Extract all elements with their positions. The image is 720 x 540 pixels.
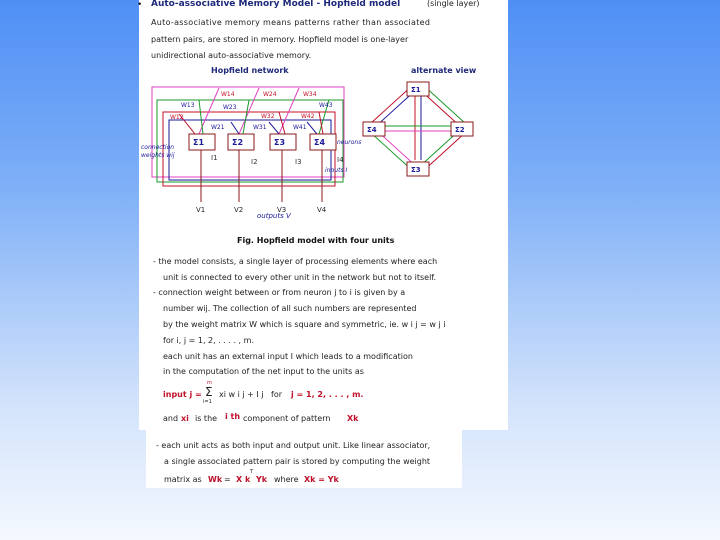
bullet-1-line-1: - the model consists, a single layer of processing elements where each — [153, 257, 438, 266]
weight-label-w41: W41 — [293, 124, 307, 131]
weight-label-w23: W23 — [223, 104, 237, 111]
formula-range: j = 1, 2, . . . , m. — [291, 390, 364, 399]
hopfield-network-diagram — [139, 78, 369, 218]
bullet-2-line-3: by the weight matrix W which is square and symmetric, ie. w i j = w j i — [163, 320, 446, 329]
bullet-marker: • — [137, 0, 143, 10]
alternate-view-diagram — [361, 78, 501, 178]
bullet-2-line-4: for i, j = 1, 2, . . . . , m. — [163, 336, 254, 345]
neurons-label: neurons — [337, 139, 362, 146]
alt-node-label-2: Σ2 — [455, 126, 465, 134]
alt-node-label-1: Σ1 — [411, 86, 421, 94]
weight-label-w31: W31 — [253, 124, 267, 131]
each-unit-line-1: each unit has an external input I which leads to a modification — [163, 352, 413, 361]
hopfield-network-title: Hopfield network — [211, 66, 289, 75]
unit-label-2: Σ2 — [232, 138, 244, 147]
output-label-2: V2 — [234, 206, 244, 214]
page2-line-1: - each unit acts as both input and output unit. Like linear associator, — [156, 441, 431, 450]
inputs-label: inputs I — [325, 167, 348, 174]
document-page-continuation — [146, 430, 462, 488]
page2-matrix-as: matrix as — [164, 475, 202, 484]
alternate-view-title: alternate view — [411, 66, 477, 75]
alt-node-label-4: Σ4 — [367, 126, 377, 134]
page2-wk: Wk — [208, 475, 223, 484]
weight-label-w43: W43 — [319, 102, 333, 109]
alt-node-label-3: Σ3 — [411, 166, 421, 174]
unit-label-1: Σ1 — [193, 138, 205, 147]
weight-line — [307, 122, 317, 134]
input-label-2: I2 — [251, 158, 258, 166]
bullet-2-line-2: number wij. The collection of all such numbers are represented — [163, 304, 417, 313]
input-label-1: I1 — [211, 154, 218, 162]
page2-yk: Yk — [256, 475, 268, 484]
weight-label-w42: W42 — [301, 113, 315, 120]
document-page — [139, 0, 508, 430]
formula-lhs: input j = — [163, 390, 202, 399]
weight-label-w32: W32 — [261, 113, 275, 120]
formula-rhs: xi w i j + I j — [219, 390, 264, 399]
page-title-suffix: (single layer) — [427, 0, 480, 8]
weight-label-w34: W34 — [303, 91, 317, 98]
input-label-4: I4 — [337, 156, 344, 164]
weight-label-w24: W24 — [263, 91, 277, 98]
outputs-label: outputs V — [257, 212, 291, 220]
each-unit-line-2: in the computation of the net input to the units as — [163, 367, 364, 376]
weight-line — [243, 100, 249, 134]
unit-label-3: Σ3 — [274, 138, 286, 147]
connection-label: connection — [141, 144, 175, 151]
output-label-1: V1 — [196, 206, 206, 214]
page2-xk-eq-yk: Xk = Yk — [304, 475, 339, 484]
page2-line-2: a single associated pattern pair is stored by computing the weight — [164, 457, 431, 466]
figure-caption: Fig. Hopfield model with four units — [237, 236, 395, 245]
weight-label-w14: W14 — [221, 91, 235, 98]
component-and: and — [163, 414, 179, 423]
page2-transpose: T — [250, 469, 254, 475]
component-of-pattern: component of pattern — [243, 414, 331, 423]
bullet-1-line-2: unit is connected to every other unit in the network but not to itself. — [163, 273, 437, 282]
weight-label-w13: W13 — [181, 102, 195, 109]
page2-where: where — [274, 475, 299, 484]
formula-for: for — [271, 390, 282, 399]
weight-line — [231, 122, 239, 134]
output-label-4: V4 — [317, 206, 327, 214]
weight-label-w21: W21 — [211, 124, 225, 131]
input-label-3: I3 — [295, 158, 302, 166]
weight-line — [269, 122, 279, 134]
bullet-2-line-1: - connection weight between or from neuron j to i is given by a — [153, 288, 406, 297]
formula-sum-top: m — [207, 380, 212, 386]
formula-sum-bottom: i=1 — [203, 399, 212, 405]
formula-sigma: Σ — [205, 385, 213, 399]
page2-xk: X k — [236, 475, 251, 484]
connection-weights-label: weights wij — [141, 152, 175, 159]
component-xk: Xk — [347, 414, 359, 423]
component-ith: i th — [225, 412, 241, 421]
weight-label-w12: W12 — [170, 114, 184, 121]
output-label-3: V3 — [277, 206, 287, 214]
unit-label-4: Σ4 — [314, 138, 326, 147]
intro-line-2: pattern pairs, are stored in memory. Hopfield model is one-layer — [151, 35, 409, 44]
page-title: Auto-associative Memory Model - Hopfield model — [151, 0, 401, 9]
component-xi: xi — [181, 414, 189, 423]
intro-line-1: Auto-associative memory means patterns rather than associated — [151, 18, 431, 27]
page2-eq: = — [224, 475, 231, 484]
component-is-the: is the — [195, 414, 218, 423]
intro-line-3: unidirectional auto-associative memory. — [151, 51, 312, 60]
